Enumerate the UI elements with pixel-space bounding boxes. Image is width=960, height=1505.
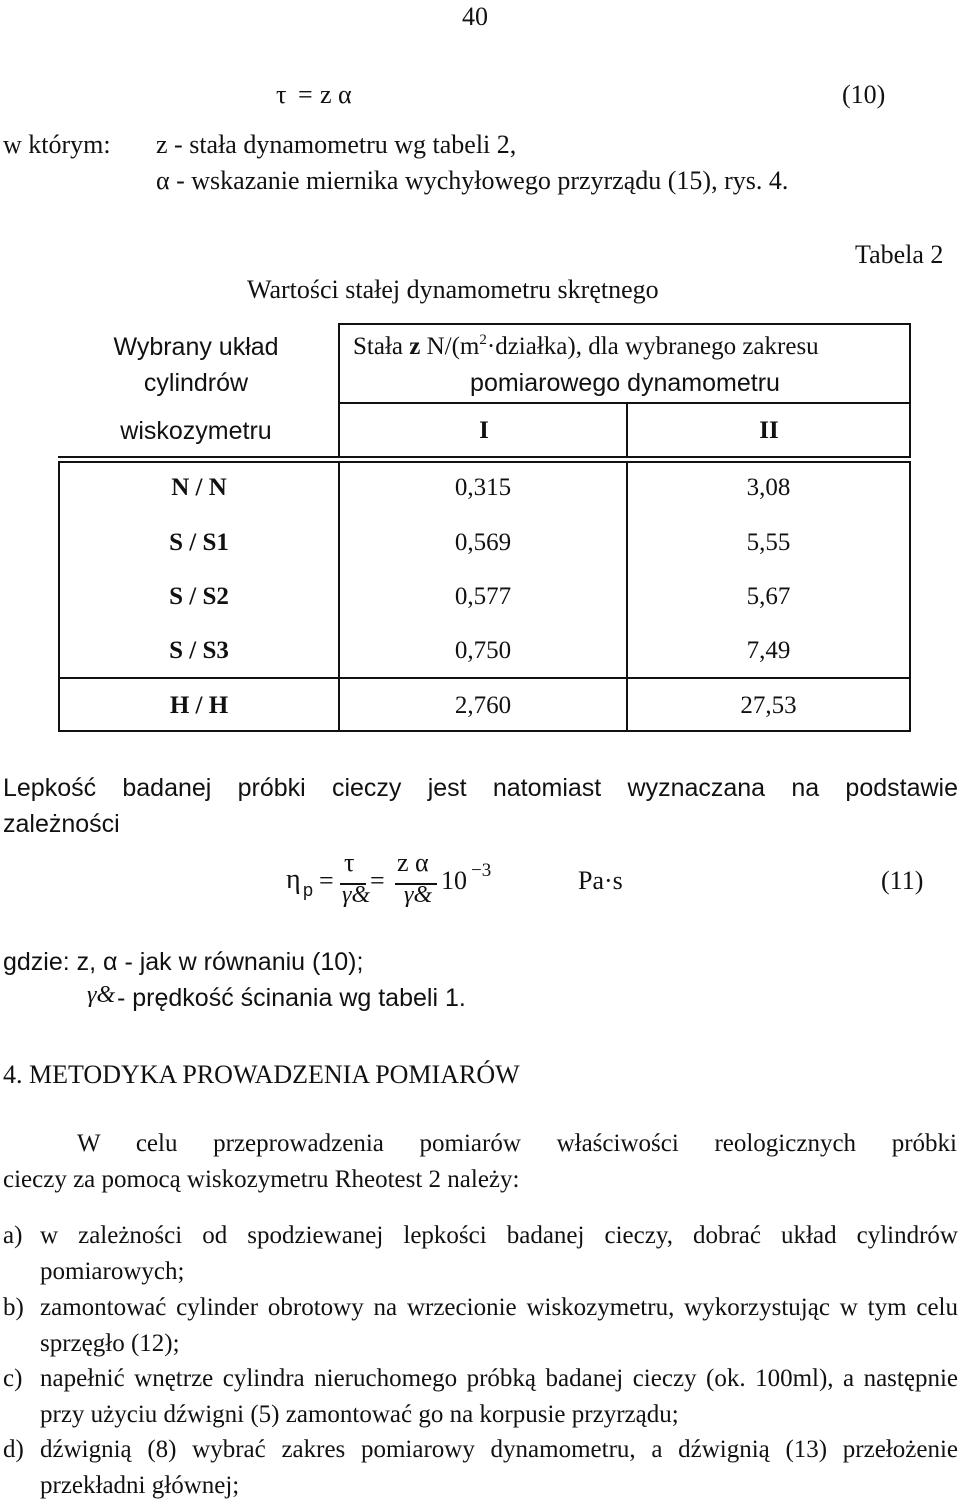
page-number: 40 — [462, 2, 488, 31]
header-right-2: pomiarowego dynamometru — [470, 369, 780, 397]
row-value-I: 0,577 — [454, 583, 512, 610]
formula-11-frac-1-denominator: γ& — [342, 882, 371, 908]
section-heading: 4. METODYKA PROWADZENIA POMIARÓW — [3, 1060, 520, 1089]
formula-11-frac-2-denominator: γ& — [404, 882, 433, 908]
table-divider — [909, 461, 911, 732]
row-value-II: 27,53 — [740, 692, 797, 719]
table-divider — [58, 677, 911, 679]
row-value-II: 5,55 — [746, 529, 791, 556]
list-item-mark: a) — [3, 1222, 23, 1249]
where-line-1: z - stała dynamometru wg tabeli 2, — [156, 130, 517, 159]
formula-11-frac-2-numerator: z α — [397, 848, 429, 877]
table-divider — [626, 403, 628, 458]
intro-paragraph-line-1: W celu przeprowadzenia pomiarów właściwości reologicznych próbki — [77, 1130, 957, 1157]
formula-11-eta: η — [286, 864, 301, 895]
table-divider — [58, 730, 911, 732]
row-system: H / H — [169, 692, 229, 719]
where-line-2: α - wskazanie miernika wychyłowego przyrządu (15), rys. 4. — [156, 166, 789, 195]
column-header-II: II — [759, 417, 779, 444]
row-system: S / S2 — [169, 583, 229, 610]
header-right-1 — [353, 332, 819, 362]
gdzie-symbol: γ& — [87, 982, 116, 1008]
list-item-text: w zależności od spodziewanej lepkości badanej cieczy, dobrać układ cylindrów pomiarowych; — [40, 1222, 958, 1285]
gdzie-line-1: gdzie: z, α - jak w równaniu (10); — [3, 948, 364, 976]
gdzie-line-2: - prędkość ścinania wg tabeli 1. — [117, 984, 466, 1012]
table-label: Tabela 2 — [855, 240, 944, 269]
table-divider — [58, 456, 911, 458]
formula-11-unit: Pa·s — [578, 866, 623, 895]
table-caption: Wartości stałej dynamometru skrętnego — [247, 275, 659, 304]
header-right-1e: ·działka), dla wybranego zakresu — [486, 333, 819, 360]
header-right-1c: N/(m — [426, 333, 480, 360]
row-value-I: 0,315 — [454, 474, 512, 501]
table-divider — [58, 461, 911, 463]
row-value-II: 5,67 — [746, 583, 791, 610]
formula-11-factor: 10 — [441, 866, 467, 895]
table-divider — [338, 323, 340, 458]
formula-11-subscript: p — [303, 880, 314, 900]
viscosity-text-line-2: zależności — [3, 810, 120, 838]
formula-10-rhs: z α — [320, 80, 352, 109]
where-intro: w którym: — [3, 130, 111, 159]
table-divider — [338, 323, 911, 325]
viscosity-text-line-1: Lepkość badanej próbki cieczy jest natomiast wyznaczana na podstawie — [3, 774, 958, 802]
row-value-I: 0,750 — [454, 637, 512, 664]
formula-11-number: (11) — [881, 866, 924, 895]
header-left-3: wiskozymetru — [120, 417, 272, 445]
list-item-mark: c) — [3, 1365, 23, 1392]
formula-10-lhs: τ — [276, 80, 287, 109]
row-system: S / S1 — [169, 529, 229, 556]
header-left-1: Wybrany układ — [113, 333, 279, 361]
list-item-text: dźwignią (8) wybrać zakres pomiarowy dynamometru, a dźwignią (13) przełożenie przekładni głównej; — [40, 1436, 958, 1499]
table-divider — [338, 402, 911, 404]
header-right-1d: 2 — [479, 332, 487, 348]
table-divider — [909, 323, 911, 458]
list-item-text: napełnić wnętrze cylindra nieruchomego próbką badanej cieczy (ok. 100ml), a następnie przy użyciu dźwigni (5) zamontować go na korpusie przyrządu; — [40, 1365, 958, 1428]
row-system: S / S3 — [169, 637, 229, 664]
list-item-mark: b) — [3, 1294, 24, 1321]
formula-11-exponent: −3 — [471, 860, 492, 881]
row-value-I: 0,569 — [454, 529, 512, 556]
row-value-II: 3,08 — [746, 474, 791, 501]
formula-10-number: (10) — [842, 80, 886, 109]
formula-11-eq-2: = — [370, 866, 385, 895]
formula-11-eq-1: = — [319, 866, 334, 895]
row-value-I: 2,760 — [454, 692, 512, 719]
list-item-mark: d) — [3, 1436, 24, 1463]
intro-paragraph-line-2: cieczy za pomocą wiskozymetru Rheotest 2 należy: — [3, 1166, 520, 1193]
formula-10-eq: = — [298, 80, 313, 109]
header-left-2: cylindrów — [143, 369, 249, 397]
header-right-1b: z — [409, 333, 421, 360]
column-header-I: I — [479, 417, 489, 444]
row-value-II: 7,49 — [746, 637, 791, 664]
header-right-1a: Stała — [353, 333, 403, 360]
formula-11-frac-1-numerator: τ — [344, 848, 355, 877]
list-item-text: zamontować cylinder obrotowy na wrzecionie wiskozymetru, wykorzystując w tym celu sprzęgło (12); — [40, 1294, 958, 1357]
row-system: N / N — [171, 474, 227, 501]
